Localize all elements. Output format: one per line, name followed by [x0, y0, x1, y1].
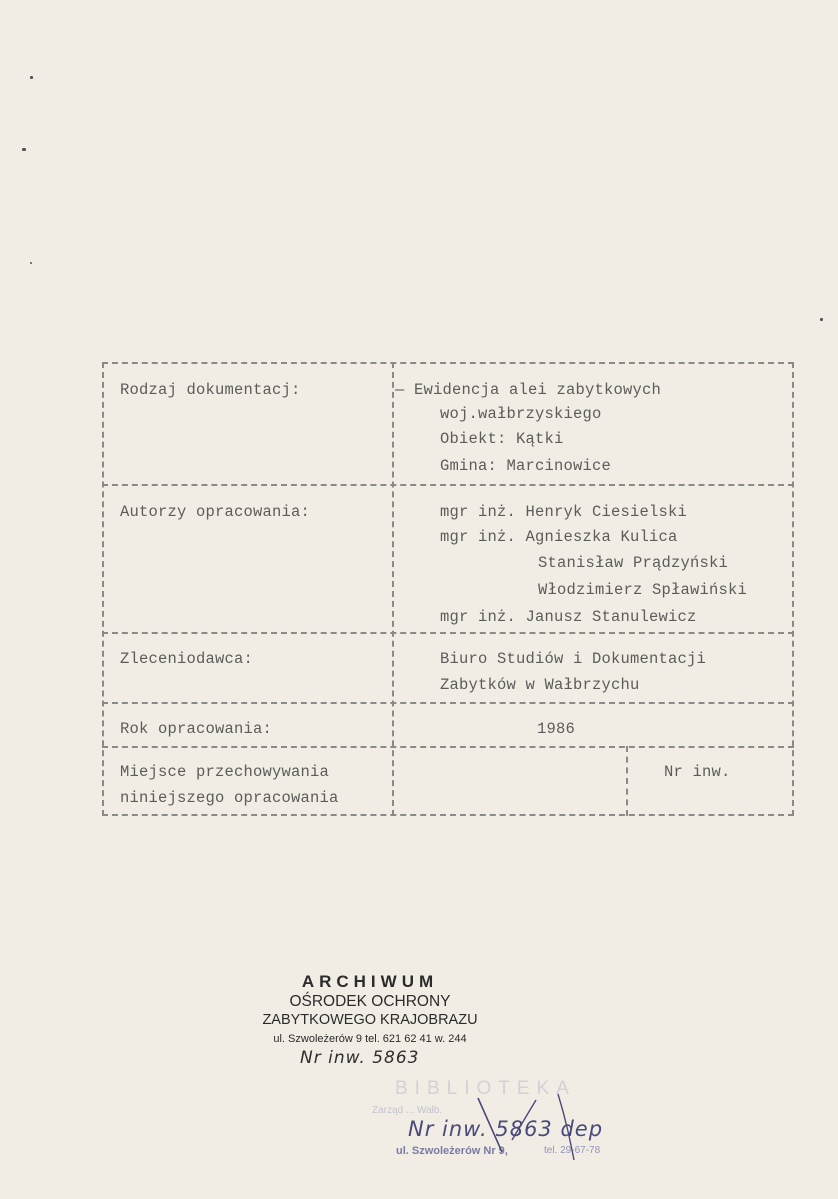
row-value-client-line1: Biuro Studiów i Dokumentacji: [440, 650, 707, 668]
library-stamp-title: BIBLIOTEKA: [395, 1078, 576, 1099]
library-stamp-phone: tel. 29-67-78: [544, 1145, 601, 1156]
margin-speck: [820, 318, 823, 321]
row-value-document-type-line2: woj.wałbrzyskiego: [440, 405, 602, 423]
archive-stamp-address: ul. Szwoleżerów 9 tel. 621 62 41 w. 244: [273, 1033, 467, 1045]
row-label-client: Zleceniodawca:: [120, 650, 254, 668]
documentation-table: [102, 362, 794, 817]
handwritten-strike-marks: [440, 1090, 620, 1165]
archive-stamp-title: ARCHIWUM: [301, 972, 439, 991]
handwritten-inventory-number: Nr inw. 5863: [300, 1048, 420, 1068]
library-stamp-address: ul. Szwoleżerów Nr 9,: [396, 1145, 508, 1157]
row-value-client-line2: Zabytków w Wałbrzychu: [440, 676, 640, 694]
row-inventory-number-label: Nr inw.: [664, 763, 731, 781]
row-value-document-type-line1: — Ewidencja alei zabytkowych: [395, 381, 662, 399]
archive-stamp-line2: OŚRODEK OCHRONY: [289, 993, 451, 1010]
row-label-storage-line2: niniejszego opracowania: [120, 789, 339, 807]
row-label-authors: Autorzy opracowania:: [120, 503, 311, 521]
library-handwritten-inventory: Nr inw. 5863 dep: [408, 1117, 604, 1141]
margin-speck: [30, 262, 32, 264]
row-value-author-3: Stanisław Prądzyński: [538, 554, 729, 572]
row-value-author-5: mgr inż. Janusz Stanulewicz: [440, 608, 697, 626]
row-value-author-4: Włodzimierz Spławiński: [538, 581, 748, 599]
row-value-author-2: mgr inż. Agnieszka Kulica: [440, 528, 678, 546]
margin-speck: [30, 76, 33, 79]
row-value-document-type-line4: Gmina: Marcinowice: [440, 457, 612, 475]
row-value-document-type-line3: Obiekt: Kątki: [440, 430, 564, 448]
row-label-storage-line1: Miejsce przechowywania: [120, 763, 330, 781]
library-stamp-small-text: Zarząd ... Wałb.: [372, 1105, 443, 1116]
margin-speck: [22, 148, 26, 151]
row-value-author-1: mgr inż. Henryk Ciesielski: [440, 503, 688, 521]
row-label-year: Rok opracowania:: [120, 720, 273, 738]
row-label-document-type: Rodzaj dokumentacj:: [120, 381, 301, 399]
archive-stamp-line3: ZABYTKOWEGO KRAJOBRAZU: [262, 1012, 478, 1028]
row-value-year: 1986: [537, 720, 576, 738]
